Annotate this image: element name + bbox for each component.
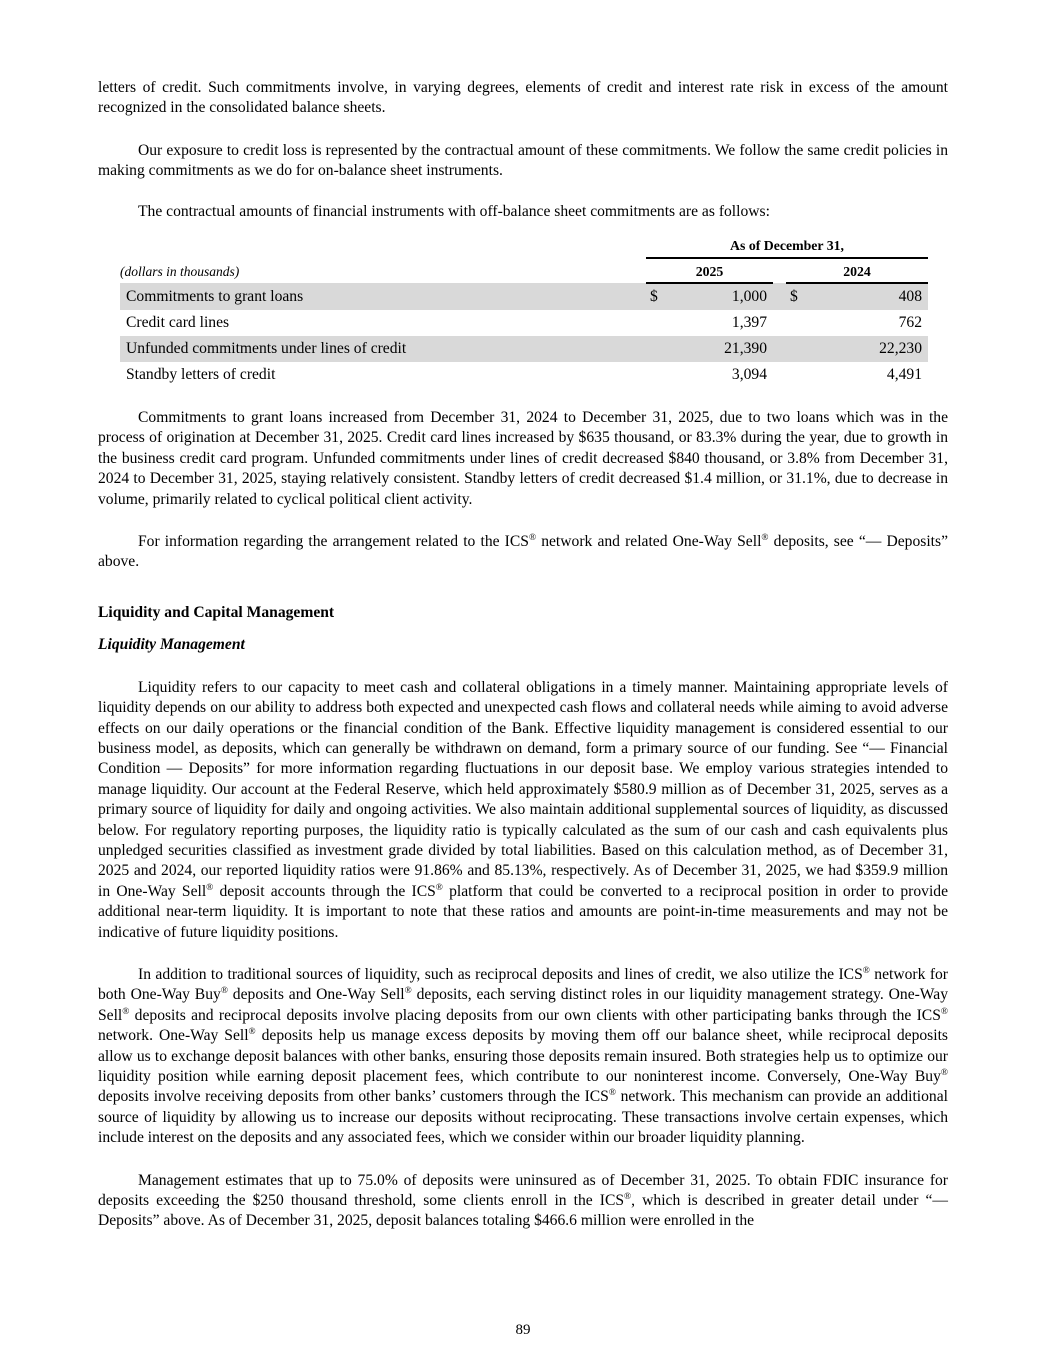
row-label: Credit card lines: [126, 314, 230, 332]
table-row: [120, 336, 928, 362]
currency-symbol: [646, 336, 670, 362]
page-number: 89: [515, 1322, 531, 1338]
column-header-2024: 2024: [786, 258, 928, 283]
section-heading-liquidity-and-capital-management: Liquidity and Capital Management: [98, 603, 335, 621]
empty-cell: [120, 238, 646, 258]
as-of-date-header: As of December 31,: [646, 238, 928, 258]
paragraph-ics-network-strategy: In addition to traditional sources of liquidity, such as reciprocal deposits and lines of credit, we also utilize the ICS® network for both One-Way Buy® deposits and One-Way Sell® deposits, each serving distinct roles in our liquidity management strategy. One-Way Sell® deposits and reciprocal deposits involve placing deposits from our own clients with other participating banks through the ICS® network. One-Way Sell® deposits help us manage excess deposits by moving them off our balance sheet, while reciprocal deposits allow us to exchange deposit balances with other banks, ensuring those deposits remain insured. Both strategies help us to optimize our liquidity position while earning deposit placement fees, which contribute to our noninterest income. Conversely, One-Way Buy® deposits involve receiving deposits from other banks’ customers through the ICS® network. This mechanism can provide an additional source of liquidity by allowing us to increase our deposits without reciprocating. These transactions involve certain expenses, which include interest on the deposits and any associated fees, which we consider within our broader liquidity planning.: [98, 965, 948, 1147]
table-row: [120, 310, 928, 336]
table-row: [120, 283, 928, 310]
page-footer: [98, 1322, 948, 1365]
paragraph-table-intro: The contractual amounts of financial instruments with off-balance sheet commitments are as follows:: [138, 202, 770, 220]
subsection-heading-liquidity-management: Liquidity Management: [98, 636, 245, 654]
paragraph-ics-reference: For information regarding the arrangement related to the ICS® network and related One-Way Sell® deposits, see “— Deposits” above.: [98, 532, 949, 571]
column-gap: [773, 258, 786, 283]
paragraph-liquidity-overview: Liquidity refers to our capacity to meet cash and collateral obligations in a timely manner. Maintaining appropriate levels of liquidity depends on our ability to address both expected and unexpected cash flows and collateral needs while aiming to avoid adverse effects on our daily operations or the financial condition of the Bank. Effective liquidity management is considered essential to our business model, as deposits, which can generally be withdrawn on demand, form a primary source of our funding. See “— Financial Condition — Deposits” for more information regarding fluctuations in our deposit base. We employ various strategies intended to manage liquidity. Our account at the Federal Reserve, which held approximately $580.9 million as of December 31, 2025, serves as a primary source of liquidity for daily and ongoing activities. We also maintain additional supplemental sources of liquidity, as discussed below. For regulatory reporting purposes, the liquidity ratio is typically calculated as the sum of our cash and cash equivalents plus unpledged securities classified as investment grade divided by total liabilities. Based on this calculation method, as of December 31, 2025 and 2024, our reported liquidity ratios were 91.86% and 85.13%, respectively. As of December 31, 2025, we had $359.9 million in One-Way Sell® deposit accounts through the ICS® platform that could be converted to a reciprocal position in order to provide additional near-term liquidity. It is important to note that these ratios and amounts are point-in-time measurements and may not be indicative of future liquidity positions.: [98, 678, 948, 941]
row-label: Unfunded commitments under lines of credit: [120, 336, 646, 362]
value-2025: 3,094: [731, 366, 767, 384]
column-gap: [773, 336, 786, 362]
value-2024: 408: [810, 283, 928, 310]
currency-symbol: [646, 362, 670, 388]
currency-symbol: [786, 310, 810, 336]
value-2025: 1,397: [731, 314, 767, 332]
value-2025: 1,000: [670, 283, 773, 310]
currency-symbol: $: [786, 283, 810, 310]
paragraph-credit-loss-exposure: Our exposure to credit loss is represented by the contractual amount of these commitments. We follow the same credit policies in making commitments as we do for on-balance sheet instruments.: [98, 141, 948, 180]
column-gap: [773, 310, 786, 336]
table-year-header-row: [120, 258, 928, 283]
value-2024: 4,491: [886, 366, 923, 384]
paragraph-uninsured-deposits: Management estimates that up to 75.0% of deposits were uninsured as of December 31, 2025. To obtain FDIC insurance for deposits exceeding the $250 thousand threshold, some clients enroll in the ICS®, which is described in greater detail under “— Deposits” above. As of December 31, 2025, deposit balances totaling $466.6 million were enrolled in the: [98, 1171, 948, 1230]
value-2025: 21,390: [670, 336, 773, 362]
paragraph-commitments-analysis: Commitments to grant loans increased from December 31, 2024 to December 31, 2025, due to two loans which was in the process of origination at December 31, 2025. Credit card lines increased by $635 thousand, or 83.3% during the year, due to growth in the business credit card program. Unfunded commitments under lines of credit decreased $840 thousand, or 3.8% from December 31, 2024 to December 31, 2025, staying relatively consistent. Standby letters of credit decreased $1.4 million, or 31.1%, due to decrease in volume, primarily related to cyclical political client activity.: [98, 409, 948, 508]
table-row: [120, 362, 928, 388]
column-gap: [773, 283, 786, 310]
units-note: (dollars in thousands): [120, 264, 240, 280]
row-label: Standby letters of credit: [126, 366, 276, 384]
paragraph-letters-of-credit: letters of credit. Such commitments involve, in varying degrees, elements of credit and interest rate risk in excess of the amount recognized in the consolidated balance sheets.: [98, 79, 948, 117]
off-balance-sheet-commitments-table: [120, 238, 928, 388]
row-label: Commitments to grant loans: [120, 283, 646, 310]
column-gap: [773, 362, 786, 388]
currency-symbol: [786, 362, 810, 388]
currency-symbol: [646, 310, 670, 336]
table-span-header-row: [120, 238, 928, 258]
currency-symbol: $: [646, 283, 670, 310]
column-header-2025: 2025: [646, 258, 773, 283]
value-2024: 22,230: [810, 336, 928, 362]
currency-symbol: [786, 336, 810, 362]
value-2024: 762: [898, 314, 923, 332]
